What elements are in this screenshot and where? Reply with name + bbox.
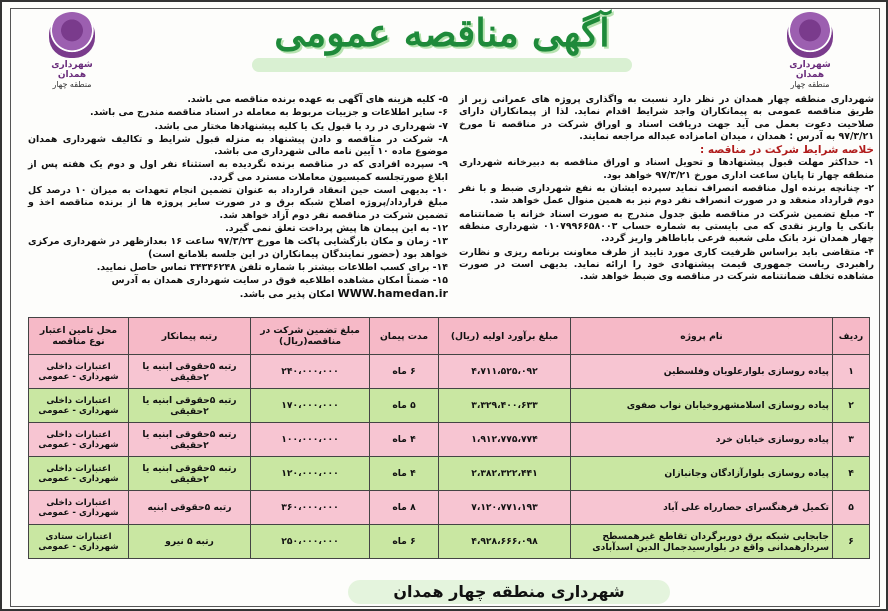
project-name: جابجایی شبکه برق دوربرگردان تقاطع غیرهمسطح سردارهمدانی واقع در بلوارسیدجمال الدین اسدآبادی — [571, 525, 833, 559]
header-row-number: ردیف — [833, 318, 870, 355]
contractor-grade: رتبه ۵حقوقی ابنیه یا ۲حقیقی — [129, 457, 251, 491]
guarantee-amount: ۱۲۰،۰۰۰،۰۰۰ — [251, 457, 370, 491]
header-project-name: نام پروژه — [571, 318, 833, 355]
table-row — [29, 423, 870, 457]
municipality-logo-left — [42, 12, 102, 89]
header-duration: مدت پیمان — [370, 318, 439, 355]
row-number: ۳ — [833, 423, 870, 457]
condition-item: ۱۴- برای کسب اطلاعات بیشتر با شماره تلفن ۳۴۳۴۶۲۴۸ تماس حاصل نمایید. — [96, 261, 448, 273]
condition-item: ۷- شهرداری در رد یا قبول یک یا کلیه پیشنهادها مختار می باشد. — [154, 120, 448, 132]
contractor-grade: رتبه ۵حقوقی ابنیه یا ۲حقیقی — [129, 355, 251, 389]
condition-item: ۴- متقاضی باید براساس ظرفیت کاری مورد تایید از طرف معاونت برنامه ریزی و نظارت راهبردی ریاست جمهوری قیمت پیشنهادی خود را ارائه نماید. بدیهی است در صورت مشاهده تخلف ضمانتنامه شرکت در مناقصه وی ضبط خواهد شد. — [459, 246, 874, 283]
condition-item: ۹- سپرده افرادی که در مناقصه برنده نگردیده به استثناء نفر اول و دوم یک هفته پس از ابلاغ صورتجلسه کمیسیون معاملات مسترد می گردد. — [28, 159, 448, 183]
contractor-grade: رتبه ۵ نیرو — [129, 525, 251, 559]
credit-source: اعتبارات ستادی شهرداری - عمومی — [29, 525, 129, 559]
condition-item: ۱- حداکثر مهلت قبول پیشنهادها و تحویل اسناد و اوراق مناقصه به دبیرخانه شهرداری منطقه چهار تا پایان ساعت اداری مورخ ۹۷/۳/۲۱ خواهد بود. — [459, 157, 874, 181]
estimate-amount: ۴،۷۱۱،۵۲۵،۰۹۲ — [439, 355, 571, 389]
project-name: پیاده روسازی بلوارآزادگان وجانبازان — [571, 457, 833, 491]
condition-item: ۳- مبلغ تضمین شرکت در مناقصه طبق جدول مندرج به صورت اسناد خزانه یا ضمانتنامه بانکی یا واریز نقدی که می بایستی به شماره حساب ۰۱۰۷۹۹۶۶۵۸۰۰۳ شهرداری منطقه چهار همدان نزد بانک ملی شعبه فرعی باباطاهر واریز گردد. — [459, 208, 875, 245]
table-row — [29, 355, 870, 389]
condition-item: ۱۲- به این پیمان ها پیش پرداخت تعلق نمی گیرد. — [225, 222, 448, 234]
condition-item: ۸- شرکت در مناقصه و دادن پیشنهاد به منزله قبول شرایط و تکالیف شهرداری همدان موضوع ماده ۱۰ آیین نامه مالی شهرداری می باشد. — [28, 133, 448, 158]
estimate-amount: ۲،۳۸۲،۳۲۲،۴۴۱ — [439, 457, 571, 491]
contractor-grade: رتبه ۵حقوقی ابنیه یا ۲حقیقی — [129, 389, 251, 423]
row-number: ۴ — [833, 457, 870, 491]
conditions-title: خلاصه شرایط شرکت در مناقصه : — [699, 144, 874, 157]
municipality-emblem-icon — [787, 12, 833, 58]
condition-item: ۶- سایر اطلاعات و جزییات مربوط به معامله در اسناد مناقصه مندرج می باشد. — [89, 107, 448, 119]
row-number: ۱ — [833, 355, 870, 389]
row-number: ۶ — [833, 525, 870, 559]
row-number: ۵ — [833, 491, 870, 525]
duration: ۵ ماه — [370, 389, 439, 423]
website-link[interactable]: WWW.hamedan.ir — [337, 287, 448, 301]
table-header-row — [29, 318, 870, 355]
conditions-left-column — [28, 94, 448, 303]
project-name: پیاده روسازی اسلامشهروخیابان نواب صفوی — [571, 389, 833, 423]
condition-item — [28, 275, 448, 287]
condition-item-text: ۱۵- ضمناً امکان مشاهده اطلاعیه فوق در سایت شهرداری همدان به آدرس — [111, 275, 448, 287]
estimate-amount: ۷،۱۲۰،۷۷۱،۱۹۳ — [439, 491, 571, 525]
credit-source: اعتبارات داخلی شهرداری - عمومی — [29, 457, 129, 491]
municipality-emblem-icon — [49, 12, 95, 58]
intro-text: شهرداری منطقه چهار همدان در نظر دارد نسبت به واگذاری پروژه های عمرانی زیر از طریق مناقصه عمومی به پیمانکاران واجد شرایط اقدام نماید. لذا از پیمانکاران دارای صلاحیت دعوت بعمل می آید جهت دریافت اسناد و اوراق شرکت در مناقصه تا مورخ ۹۷/۳/۲۱ به آدرس : همدان ، میدان امامزاده عبداله مراجعه نمایند. — [459, 94, 874, 142]
estimate-amount: ۱،۹۱۲،۷۷۵،۷۷۴ — [439, 423, 571, 457]
table-row — [29, 491, 870, 525]
guarantee-amount: ۲۵۰،۰۰۰،۰۰۰ — [251, 525, 370, 559]
header-guarantee: مبلغ تضمین شرکت در مناقصه(ریال) — [251, 318, 370, 355]
conditions-right-column — [459, 94, 874, 284]
condition-item: ۱۰- بدیهی است حین انعقاد قرارداد به عنوان تضمین انجام تعهدات به میزان ۱۰ درصد کل مبلغ قرارداد/پروژه اصلاح شبکه برق و در صورت سایر پروژه ها از برنده مناقصه اخذ و تضمین شرکت در مناقصه نفر دوم آزاد خواهد شد. — [28, 185, 448, 221]
header-credit-source: محل تامین اعتبار نوع مناقصه — [29, 318, 129, 355]
credit-source: اعتبارات داخلی شهرداری - عمومی — [29, 423, 129, 457]
row-number: ۲ — [833, 389, 870, 423]
condition-item: ۵- کلیه هزینه های آگهی به عهده برنده مناقصه می باشد. — [187, 94, 448, 105]
guarantee-amount: ۱۰۰،۰۰۰،۰۰۰ — [251, 423, 370, 457]
duration: ۶ ماه — [370, 525, 439, 559]
project-name: تکمیل فرهنگسرای حصارراه علی آباد — [571, 491, 833, 525]
estimate-amount: ۳،۳۲۹،۴۰۰،۶۳۳ — [439, 389, 571, 423]
guarantee-amount: ۳۶۰،۰۰۰،۰۰۰ — [251, 491, 370, 525]
org-sub: منطقه چهار — [790, 80, 830, 89]
website-line — [28, 288, 448, 301]
credit-source: اعتبارات داخلی شهرداری - عمومی — [29, 389, 129, 423]
credit-source: اعتبارات داخلی شهرداری - عمومی — [29, 491, 129, 525]
estimate-amount: ۴،۹۲۸،۶۶۶،۰۹۸ — [439, 525, 571, 559]
projects-table — [28, 317, 870, 559]
guarantee-amount: ۱۷۰،۰۰۰،۰۰۰ — [251, 389, 370, 423]
org-name: شهرداری همدان — [51, 60, 93, 80]
contractor-grade: رتبه ۵حقوقی ابنیه یا ۲حقیقی — [129, 423, 251, 457]
credit-source: اعتبارات داخلی شهرداری - عمومی — [29, 355, 129, 389]
footer-org-banner: شهرداری منطقه چهار همدان — [348, 580, 670, 604]
project-name: پیاده روسازی بلوارعلویان وفلسطین — [571, 355, 833, 389]
table-row — [29, 457, 870, 491]
duration: ۴ ماه — [370, 457, 439, 491]
project-name: پیاده روسازی خیابان خرد — [571, 423, 833, 457]
contractor-grade: رتبه ۵حقوقی ابنیه — [129, 491, 251, 525]
org-sub: منطقه چهار — [52, 80, 92, 89]
duration: ۴ ماه — [370, 423, 439, 457]
table-row — [29, 525, 870, 559]
header-estimate: مبلغ برآورد اولیه (ریال) — [439, 318, 571, 355]
duration: ۸ ماه — [370, 491, 439, 525]
condition-item: ۱۳- زمان و مکان بازگشایی پاکت ها مورخ ۹۷/۳/۲۳ ساعت ۱۶ بعدازظهر در شهرداری مرکزی خواهد بود (حضور نمایندگان پیمانکاران در این جلسه بلامانع است) — [28, 236, 448, 260]
duration: ۶ ماه — [370, 355, 439, 389]
page-title: آگهی مناقصه عمومی — [274, 10, 610, 55]
municipality-logo-right — [780, 12, 840, 89]
website-suffix: امکان پذیر می باشد. — [239, 289, 335, 301]
guarantee-amount: ۲۴۰،۰۰۰،۰۰۰ — [251, 355, 370, 389]
table-row — [29, 389, 870, 423]
condition-item: ۲- چنانچه برنده اول مناقصه انصراف نماید سپرده ایشان به نفع شهرداری ضبط و با نفر دوم قرارداد منعقد و در صورت انصراف نفر دوم نیز به همین منوال عمل خواهد شد. — [459, 183, 874, 207]
header-contractor-grade: رتبه پیمانکار — [129, 318, 251, 355]
org-name: شهرداری همدان — [789, 60, 831, 80]
